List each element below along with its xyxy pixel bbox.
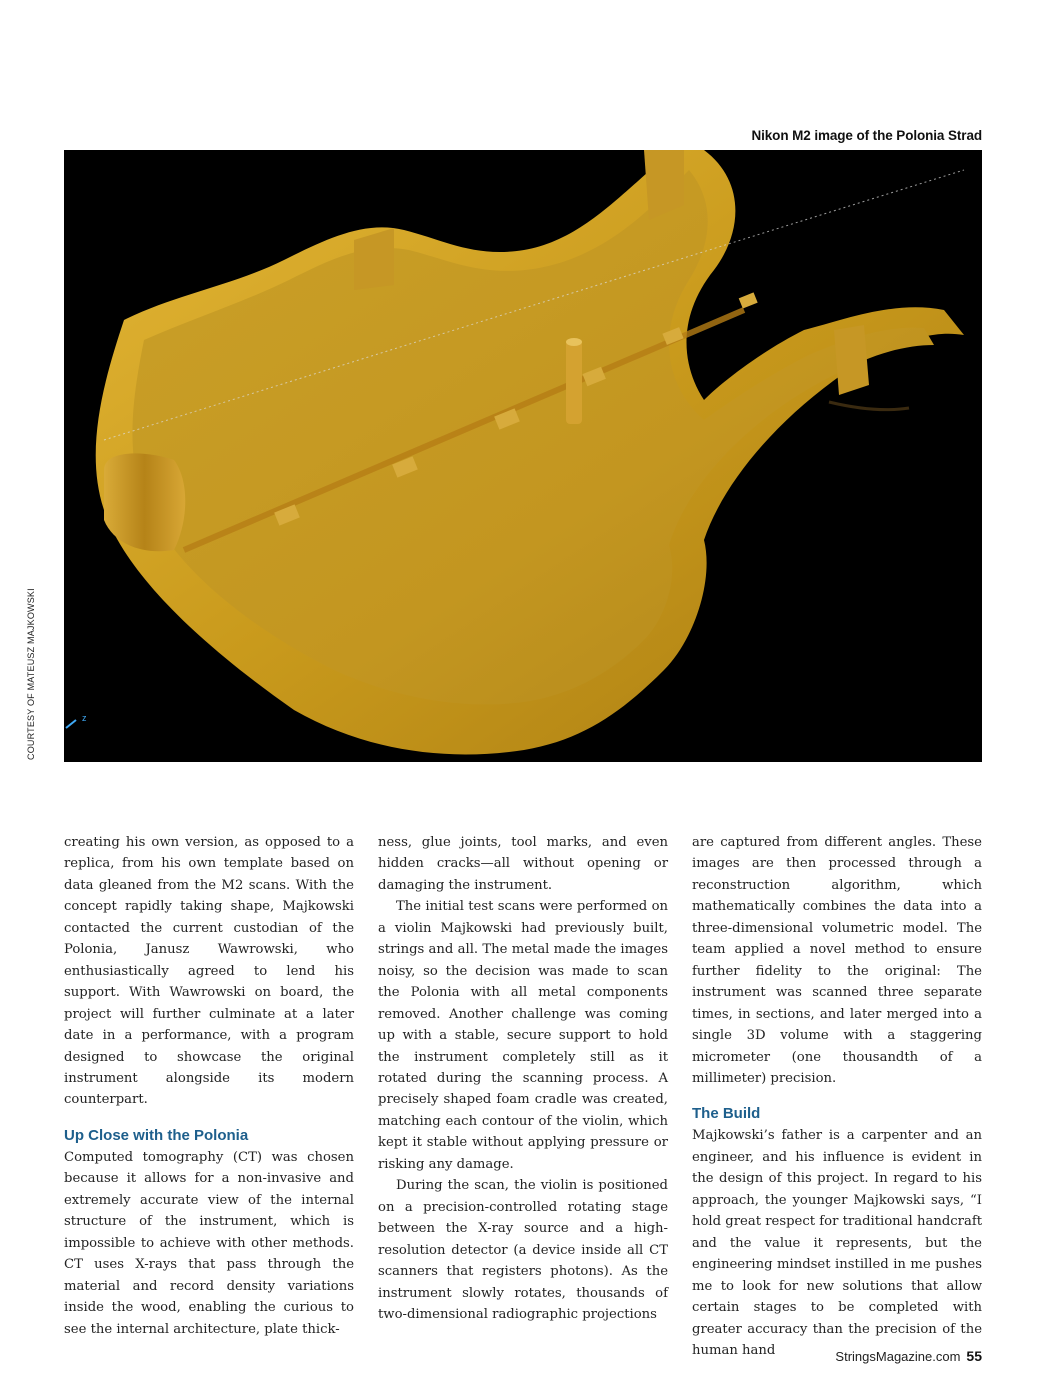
violin-end-block [104,453,185,551]
paragraph: creating his own version, as opposed to a replica, from his own template based on data gleaned from the M2 scans. With the concept rapidly taking shape, Majkowski contacted the current custodian of the Polonia, Janusz Wawrowski, who enthusiastically agreed to lend his support. With Wawrowski on board, the project will further culminate at a later date in a performance, with a program designed to showcase the original instrument alongside its modern counterpart. [64,835,354,1108]
article-column-1 [64,832,354,1340]
site-url: StringsMagazine.com [835,1349,961,1364]
figure-caption: Nikon M2 image of the Polonia Strad [751,128,982,143]
paragraph: Computed tomography (CT) was chosen because it allows for a non-invasive and extremely accurate view of the internal structure of the instrument, which is impossible to achieve with other methods. CT uses X-rays that pass through the material and record density variations inside the wood, enabling the curious to see the internal architecture, plate thick- [64,1149,354,1337]
paragraph: During the scan, the violin is positioned on a precision-controlled rotating stage between the X-ray source and a high-resolution detector (a device inside all CT scanners that registers photons). As the instrument slowly rotates, thousands of two-dimensional radiographic projections [378,1178,668,1322]
axis-label: z [82,713,87,723]
violin-ct-scan-image [64,150,982,762]
photo-credit: COURTESY OF MATEUSZ MAJKOWSKI [26,588,36,760]
article-column-2 [378,832,668,1325]
section-heading: Up Close with the Polonia [64,1126,249,1144]
paragraph: Majkowski’s father is a carpenter and an engineer, and his influence is evident in the design of this project. In regard to his approach, the younger Majkowski says, “I hold great respect for traditional handcraft and the value it represents, but the engineering mindset instilled in me pushes me to look for new solutions that allow certain stages to be completed with greater accuracy than the precision of the human hand [692,1128,982,1358]
paragraph: ness, glue joints, tool marks, and even hidden cracks—all without opening or damaging the instrument. [378,835,668,893]
section-heading: The Build [692,1105,761,1123]
paragraph: are captured from different angles. These images are then processed through a reconstruction algorithm, which mathematically combines the data into a three-dimensional volumetric model. The team applied a novel method to ensure further fidelity to the original: The instrument was scanned three separate times, in sections, and later merged into a single 3D volume with a staggering micrometer (one thousandth of a millimeter) precision. [692,835,982,1086]
page-number: 55 [966,1348,982,1364]
paragraph: The initial test scans were performed on a violin Majkowski had previously built, strings and all. The metal made the images noisy, so the decision was made to scan the Polonia with all metal components removed. Another challenge was coming up with a stable, secure support to hold the instrument completely still as it rotated during the scanning process. A precisely shaped foam cradle was created, matching each contour of the violin, which kept it stable without applying pressure or risking any damage. [378,899,668,1172]
page-footer [835,1348,982,1364]
article-column-3 [692,832,982,1361]
